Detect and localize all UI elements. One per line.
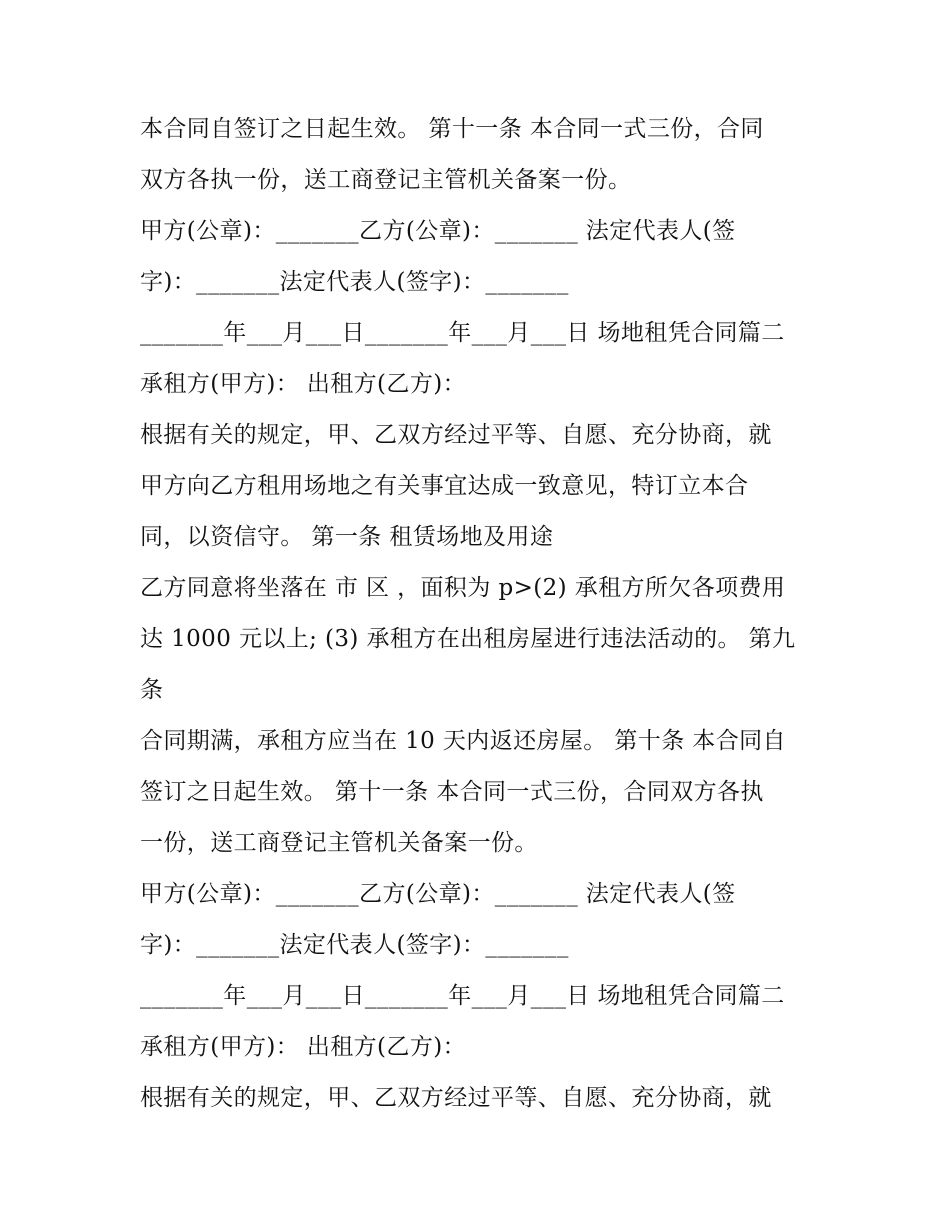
text-line: 根据有关的规定，甲、乙双方经过平等、自愿、充分协商，就: [140, 422, 772, 448]
text-line: 双方各执一份，送工商登记主管机关备案一份。: [140, 167, 632, 193]
text-line: _______年___月___日_______年___月___日 场地租凭合同篇二: [140, 320, 785, 346]
text-line: 字)：_______法定代表人(签字)：_______: [140, 269, 569, 295]
text-line: 根据有关的规定，甲、乙双方经过平等、自愿、充分协商，就: [140, 1085, 772, 1111]
text-line: 条: [140, 677, 164, 703]
text-line: 承租方(甲方)： 出租方(乙方)：: [140, 371, 467, 397]
text-line: 合同期满，承租方应当在 10 天内返还房屋。 第十条 本合同自: [140, 728, 786, 754]
text-line: 签订之日起生效。 第十一条 本合同一式三份，合同双方各执: [140, 779, 764, 805]
text-line: 承租方(甲方)： 出租方(乙方)：: [140, 1034, 467, 1060]
text-line: 同，以资信守。 第一条 租赁场地及用途: [140, 524, 554, 550]
text-line: 甲方(公章)：_______乙方(公章)：_______ 法定代表人(签: [140, 881, 736, 907]
text-line: 达 1000 元以上; (3) 承租方在出租房屋进行违法活动的。 第九: [140, 626, 796, 652]
text-line: _______年___月___日_______年___月___日 场地租凭合同篇二: [140, 983, 785, 1009]
text-line: 甲方(公章)：_______乙方(公章)：_______ 法定代表人(签: [140, 218, 736, 244]
text-line: 一份，送工商登记主管机关备案一份。: [140, 830, 538, 856]
document-body: [140, 104, 830, 1124]
text-line: 甲方向乙方租用场地之有关事宜达成一致意见，特订立本合: [140, 473, 749, 499]
text-line: 字)：_______法定代表人(签字)：_______: [140, 932, 569, 958]
text-line: 乙方同意将坐落在 市 区 ，面积为 p>(2) 承租方所欠各项费用: [140, 575, 786, 601]
text-line: 本合同自签订之日起生效。 第十一条 本合同一式三份，合同: [140, 116, 764, 142]
